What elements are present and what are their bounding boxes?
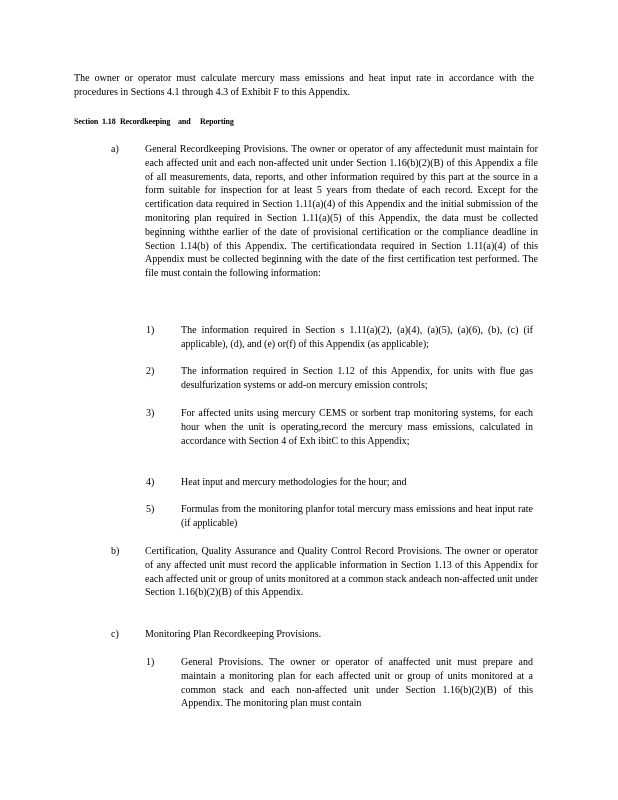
sub-item-text: Formulas from the monitoring planfor total mercury mass emissions and heat input rate (if applicable) <box>181 504 533 529</box>
sub-item-text: General Provisions. The owner or operator of anaffected unit must prepare and maintain a monitoring plan for each affected unit or group of units monitored at a common stack and each non-affected unit under Section 1.16(b)(2)(B) of this Appendix. The monitoring plan must contain <box>181 657 533 710</box>
sub-item-marker: 2) <box>146 366 155 377</box>
item-text: Monitoring Plan Recordkeeping Provisions. <box>145 629 322 640</box>
intro-paragraph: The owner or operator must calculate mercury mass emissions and heat input rate in accordance with the procedures in Sections 4.1 through 4.3 of Exhibit F to this Appendix. <box>74 73 534 98</box>
sub-item-text: The information required in Section s 1.11(a)(2), (a)(4), (a)(5), (a)(6), (b), (c) (if applicable), (d), and (e) or(f) of this Appendix (as applicable); <box>181 325 533 350</box>
sub-item-marker: 1) <box>146 325 155 336</box>
sub-item-text: The information required in Section 1.12 of this Appendix, for units with flue gas desulfurization systems or add-on mercury emission controls; <box>181 366 533 391</box>
item-text: Certification, Quality Assurance and Quality Control Record Provisions. The owner or operator of any affected unit must record the applicable information in Section 1.13 of this Appendix for each affected unit or group of units monitored at a common stack andeach non-affected unit under Section 1.16(b)(2)(B) of this Appendix. <box>145 546 538 599</box>
item-marker: c) <box>111 629 119 640</box>
sub-item-marker: 3) <box>146 408 155 419</box>
item-marker: b) <box>111 546 120 557</box>
sub-item-text: For affected units using mercury CEMS or sorbent trap monitoring systems, for each hour when the unit is operating,record the mercury mass emissions, calculated in accordance with Section 4 of Exh ibitC to this Appendix; <box>181 408 533 447</box>
section-title-part1: Recordkeeping <box>120 117 171 126</box>
sub-item-marker: 4) <box>146 477 155 488</box>
section-number: 1.18 <box>102 117 116 126</box>
section-title-part3: Reporting <box>200 117 234 126</box>
item-text: General Recordkeeping Provisions. The owner or operator of any affectedunit must maintain for each affected unit and each non-affected unit under Section 1.16(b)(2)(B) of this Appendix a file of all measurements, data, reports, and other information required by this part at the source in a form suitable for inspection for at least 5 years from thedate of each record. Except for the certification data required in Section 1.11(a)(4) of this Appendix and the initial submission of the monitoring plan required in Section 1.11(a)(5) of this Appendix, the data must be collected beginning withthe earlier of the date of provisional certification or the compliance deadline in Section 1.14(b) of this Appendix. The certificationdata required in Section 1.11(a)(4) of this Appendix must be collected beginning with the date of the first certification test performed. The file must contain the following information: <box>145 144 538 280</box>
section-heading <box>74 117 234 126</box>
item-marker: a) <box>111 144 119 155</box>
sub-item-text: Heat input and mercury methodologies for the hour; and <box>181 477 407 488</box>
section-label: Section <box>74 117 99 126</box>
sub-item-marker: 1) <box>146 657 155 668</box>
sub-item-marker: 5) <box>146 504 155 515</box>
section-title-part2: and <box>178 117 191 126</box>
